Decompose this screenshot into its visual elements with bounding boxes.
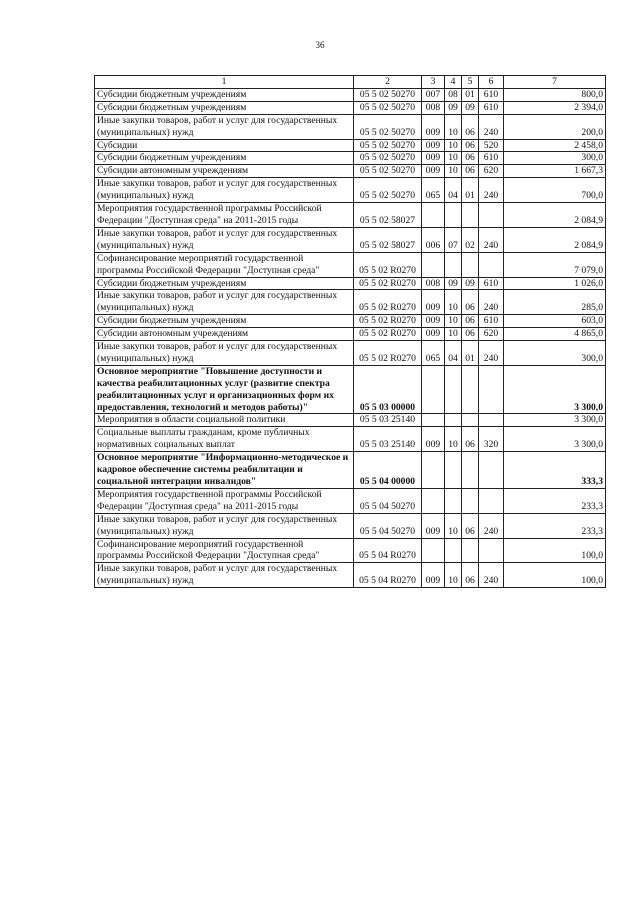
row-ministry-code: 009	[422, 328, 445, 341]
table-row	[95, 538, 606, 563]
row-name: Субсидии автономным учреждениям	[95, 328, 354, 341]
row-ministry-code: 008	[422, 101, 445, 114]
table-row	[95, 101, 606, 114]
row-subsection: 02	[462, 227, 479, 252]
row-section: 09	[445, 277, 462, 290]
header-col-5: 5	[462, 76, 479, 89]
row-subsection: 01	[462, 178, 479, 203]
row-expense-type: 610	[479, 101, 504, 114]
row-subsection: 06	[462, 139, 479, 152]
row-name: Мероприятия государственной программы Российской Федерации "Доступная среда" на 2011-2015 годы	[95, 203, 354, 228]
row-name: Основное мероприятие "Информационно-методическое и кадровое обеспечение системы реабилитации и социальной интеграции инвалидов"	[95, 452, 354, 489]
row-expense-type: 240	[479, 513, 504, 538]
row-amount: 100,0	[504, 538, 606, 563]
row-ministry-code	[422, 414, 445, 427]
table-row	[95, 114, 606, 139]
row-ministry-code: 009	[422, 290, 445, 315]
table-row	[95, 315, 606, 328]
row-section: 04	[445, 341, 462, 366]
row-code: 05 5 03 00000	[354, 365, 422, 414]
row-expense-type: 610	[479, 88, 504, 101]
row-name: Субсидии бюджетным учреждениям	[95, 152, 354, 165]
table-row	[95, 252, 606, 277]
row-expense-type	[479, 365, 504, 414]
row-name: Субсидии бюджетным учреждениям	[95, 315, 354, 328]
table-row	[95, 488, 606, 513]
row-subsection: 06	[462, 328, 479, 341]
row-amount: 2 084,9	[504, 227, 606, 252]
row-amount: 300,0	[504, 341, 606, 366]
row-name: Иные закупки товаров, работ и услуг для государственных (муниципальных) нужд	[95, 513, 354, 538]
row-expense-type: 320	[479, 427, 504, 452]
row-amount: 300,0	[504, 152, 606, 165]
row-code: 05 5 03 25140	[354, 414, 422, 427]
row-ministry-code: 009	[422, 139, 445, 152]
row-amount: 100,0	[504, 563, 606, 588]
row-section	[445, 252, 462, 277]
row-code: 05 5 02 R0270	[354, 328, 422, 341]
row-expense-type	[479, 452, 504, 489]
row-subsection: 06	[462, 114, 479, 139]
row-section	[445, 203, 462, 228]
row-subsection	[462, 488, 479, 513]
row-ministry-code	[422, 252, 445, 277]
row-expense-type: 240	[479, 114, 504, 139]
table-row	[95, 277, 606, 290]
row-expense-type: 620	[479, 328, 504, 341]
header-col-4: 4	[445, 76, 462, 89]
row-code: 05 5 02 R0270	[354, 290, 422, 315]
row-name: Субсидии бюджетным учреждениям	[95, 277, 354, 290]
table-row	[95, 139, 606, 152]
row-subsection	[462, 252, 479, 277]
row-section: 09	[445, 101, 462, 114]
row-expense-type	[479, 252, 504, 277]
row-code: 05 5 02 50270	[354, 178, 422, 203]
row-subsection: 01	[462, 341, 479, 366]
row-code: 05 5 04 00000	[354, 452, 422, 489]
row-expense-type	[479, 203, 504, 228]
row-section: 04	[445, 178, 462, 203]
row-code: 05 5 04 50270	[354, 488, 422, 513]
row-subsection: 06	[462, 563, 479, 588]
row-amount: 4 865,0	[504, 328, 606, 341]
table-row	[95, 365, 606, 414]
budget-table	[94, 75, 606, 588]
row-section: 10	[445, 165, 462, 178]
row-code: 05 5 02 58027	[354, 227, 422, 252]
page-number: 36	[315, 40, 325, 50]
row-subsection: 06	[462, 165, 479, 178]
row-expense-type: 240	[479, 227, 504, 252]
row-section: 07	[445, 227, 462, 252]
row-ministry-code: 065	[422, 178, 445, 203]
row-amount: 3 300,0	[504, 414, 606, 427]
row-subsection: 09	[462, 101, 479, 114]
row-ministry-code: 009	[422, 563, 445, 588]
row-ministry-code	[422, 538, 445, 563]
table-row	[95, 563, 606, 588]
table-row	[95, 290, 606, 315]
row-expense-type: 240	[479, 290, 504, 315]
row-code: 05 5 02 R0270	[354, 252, 422, 277]
row-subsection	[462, 452, 479, 489]
row-name: Иные закупки товаров, работ и услуг для государственных (муниципальных) нужд	[95, 178, 354, 203]
row-expense-type	[479, 414, 504, 427]
header-col-2: 2	[354, 76, 422, 89]
row-amount: 800,0	[504, 88, 606, 101]
row-code: 05 5 02 50270	[354, 139, 422, 152]
row-code: 05 5 02 R0270	[354, 315, 422, 328]
header-row	[95, 76, 606, 89]
row-ministry-code	[422, 488, 445, 513]
table-row	[95, 165, 606, 178]
row-name: Иные закупки товаров, работ и услуг для государственных (муниципальных) нужд	[95, 563, 354, 588]
table-row	[95, 427, 606, 452]
row-subsection: 06	[462, 315, 479, 328]
row-code: 05 5 02 50270	[354, 152, 422, 165]
row-name: Софинансирование мероприятий государственной программы Российской Федерации "Доступная среда"	[95, 538, 354, 563]
row-ministry-code: 008	[422, 277, 445, 290]
row-name: Мероприятия государственной программы Российской Федерации "Доступная среда" на 2011-2015 годы	[95, 488, 354, 513]
row-expense-type	[479, 538, 504, 563]
row-section	[445, 414, 462, 427]
row-amount: 2 394,0	[504, 101, 606, 114]
row-amount: 700,0	[504, 178, 606, 203]
row-section: 08	[445, 88, 462, 101]
row-ministry-code: 009	[422, 114, 445, 139]
row-ministry-code: 009	[422, 427, 445, 452]
row-ministry-code: 009	[422, 315, 445, 328]
row-subsection: 06	[462, 513, 479, 538]
row-subsection	[462, 203, 479, 228]
row-ministry-code: 009	[422, 165, 445, 178]
row-section	[445, 538, 462, 563]
row-section: 10	[445, 427, 462, 452]
row-code: 05 5 02 R0270	[354, 341, 422, 366]
row-ministry-code: 007	[422, 88, 445, 101]
row-expense-type: 240	[479, 563, 504, 588]
row-section: 10	[445, 328, 462, 341]
header-col-3: 3	[422, 76, 445, 89]
row-code: 05 5 03 25140	[354, 427, 422, 452]
row-section: 10	[445, 139, 462, 152]
row-code: 05 5 02 50270	[354, 165, 422, 178]
row-subsection	[462, 538, 479, 563]
row-code: 05 5 02 50270	[354, 101, 422, 114]
header-col-7: 7	[504, 76, 606, 89]
row-section: 10	[445, 563, 462, 588]
table-row	[95, 152, 606, 165]
row-ministry-code	[422, 203, 445, 228]
row-ministry-code	[422, 452, 445, 489]
row-name: Социальные выплаты гражданам, кроме публичных нормативных социальных выплат	[95, 427, 354, 452]
row-subsection: 06	[462, 152, 479, 165]
header-col-1: 1	[95, 76, 354, 89]
row-name: Иные закупки товаров, работ и услуг для государственных (муниципальных) нужд	[95, 341, 354, 366]
row-name: Субсидии бюджетным учреждениям	[95, 101, 354, 114]
row-amount: 333,3	[504, 452, 606, 489]
row-expense-type: 610	[479, 277, 504, 290]
row-code: 05 5 04 50270	[354, 513, 422, 538]
row-expense-type: 610	[479, 315, 504, 328]
row-code: 05 5 02 50270	[354, 114, 422, 139]
row-name: Софинансирование мероприятий государственной программы Российской Федерации "Доступная среда"	[95, 252, 354, 277]
row-section	[445, 488, 462, 513]
table-row	[95, 414, 606, 427]
row-ministry-code: 009	[422, 513, 445, 538]
table-row	[95, 178, 606, 203]
table-row	[95, 328, 606, 341]
row-code: 05 5 02 58027	[354, 203, 422, 228]
row-name: Иные закупки товаров, работ и услуг для государственных (муниципальных) нужд	[95, 114, 354, 139]
row-ministry-code: 006	[422, 227, 445, 252]
row-expense-type: 240	[479, 341, 504, 366]
row-amount: 603,0	[504, 315, 606, 328]
row-ministry-code	[422, 365, 445, 414]
row-section: 10	[445, 315, 462, 328]
row-subsection: 06	[462, 290, 479, 315]
row-section	[445, 452, 462, 489]
row-subsection	[462, 414, 479, 427]
row-subsection	[462, 365, 479, 414]
table-row	[95, 88, 606, 101]
row-amount: 2 084,9	[504, 203, 606, 228]
row-amount: 1 026,0	[504, 277, 606, 290]
row-subsection: 01	[462, 88, 479, 101]
row-amount: 200,0	[504, 114, 606, 139]
row-code: 05 5 02 R0270	[354, 277, 422, 290]
row-section: 10	[445, 114, 462, 139]
row-amount: 3 300,0	[504, 365, 606, 414]
row-amount: 2 458,0	[504, 139, 606, 152]
row-expense-type: 240	[479, 178, 504, 203]
row-ministry-code: 009	[422, 152, 445, 165]
row-name: Субсидии	[95, 139, 354, 152]
row-expense-type: 520	[479, 139, 504, 152]
header-col-6: 6	[479, 76, 504, 89]
row-amount: 233,3	[504, 513, 606, 538]
row-name: Субсидии автономным учреждениям	[95, 165, 354, 178]
row-amount: 1 667,3	[504, 165, 606, 178]
row-code: 05 5 02 50270	[354, 88, 422, 101]
row-code: 05 5 04 R0270	[354, 538, 422, 563]
row-subsection: 06	[462, 427, 479, 452]
row-name: Основное мероприятие "Повышение доступности и качества реабилитационных услуг (развитие спектра реабилитационных услуг и организационных форм их предоставления, технологий и методов работы)"	[95, 365, 354, 414]
row-name: Субсидии бюджетным учреждениям	[95, 88, 354, 101]
row-section: 10	[445, 152, 462, 165]
row-amount: 3 300,0	[504, 427, 606, 452]
row-section	[445, 365, 462, 414]
row-expense-type: 620	[479, 165, 504, 178]
row-expense-type: 610	[479, 152, 504, 165]
row-name: Иные закупки товаров, работ и услуг для государственных (муниципальных) нужд	[95, 290, 354, 315]
table-row	[95, 513, 606, 538]
row-amount: 7 079,0	[504, 252, 606, 277]
table-row	[95, 227, 606, 252]
row-section: 10	[445, 513, 462, 538]
row-code: 05 5 04 R0270	[354, 563, 422, 588]
row-section: 10	[445, 290, 462, 315]
table-row	[95, 203, 606, 228]
table-row	[95, 452, 606, 489]
row-expense-type	[479, 488, 504, 513]
row-ministry-code: 065	[422, 341, 445, 366]
table-row	[95, 341, 606, 366]
row-name: Иные закупки товаров, работ и услуг для государственных (муниципальных) нужд	[95, 227, 354, 252]
row-name: Мероприятия в области социальной политики	[95, 414, 354, 427]
row-amount: 233,3	[504, 488, 606, 513]
row-subsection: 09	[462, 277, 479, 290]
row-amount: 285,0	[504, 290, 606, 315]
